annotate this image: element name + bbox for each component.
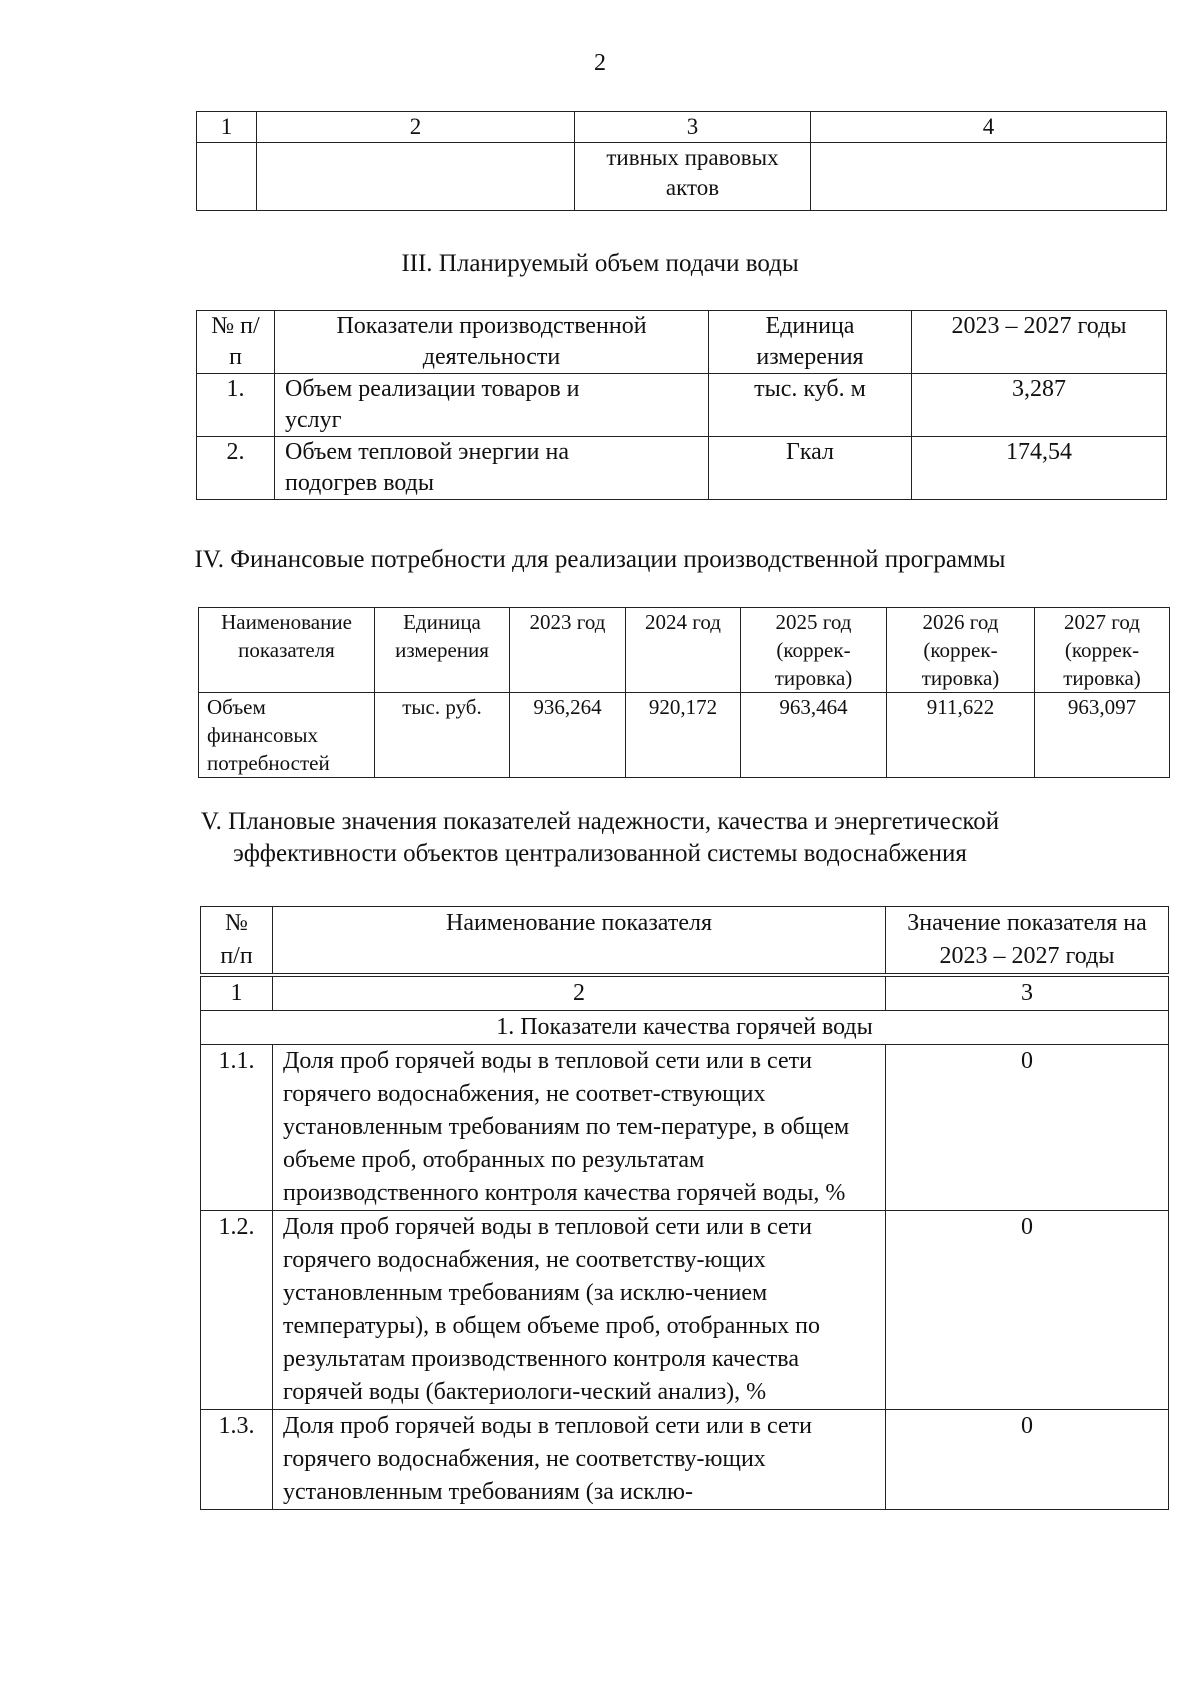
table-cell <box>811 143 1167 211</box>
table-cell <box>257 143 575 211</box>
numbering-row <box>201 975 1169 1011</box>
unit: Гкал <box>709 437 912 500</box>
header-cell: Наименование показателя <box>273 907 886 976</box>
table-header-row <box>201 907 1169 976</box>
column-number: 3 <box>575 112 811 143</box>
section-5-title-line2: эффективности объектов централизованной системы водоснабжения <box>233 840 967 867</box>
row-number: 1. <box>197 374 275 437</box>
table-row <box>199 693 1170 778</box>
header-cell: Значение показателя на 2023 – 2027 годы <box>886 907 1169 976</box>
water-supply-table <box>196 310 1166 500</box>
header-cell: Наименование показателя <box>199 608 375 693</box>
column-number: 3 <box>886 975 1169 1011</box>
header-cell: 2024 год <box>626 608 741 693</box>
header-cell: № п/п <box>201 907 273 976</box>
header-cell: 2025 год (коррек-тировка) <box>741 608 887 693</box>
indicator-name: Объем реализации товаров и услуг <box>275 374 709 437</box>
row-number: 1.3. <box>201 1410 273 1510</box>
table-cell: тивных правовых актов <box>575 143 811 211</box>
column-number: 4 <box>811 112 1167 143</box>
value-2024: 920,172 <box>626 693 741 778</box>
header-cell: Единица измерения <box>709 311 912 374</box>
indicator-name: Объем финансовых потребностей <box>199 693 375 778</box>
section-3-title: III. Планируемый объем подачи воды <box>401 250 799 277</box>
column-number: 1 <box>201 975 273 1011</box>
indicator-name: Доля проб горячей воды в тепловой сети или в сети горячего водоснабжения, не соответству-ющих установленным требованиям (за исклю- <box>273 1410 886 1510</box>
column-number: 2 <box>273 975 886 1011</box>
page-number: 2 <box>594 50 606 76</box>
section-5-title-line1: V. Плановые значения показателей надежности, качества и энергетической <box>200 808 1000 835</box>
header-cell: 2027 год (коррек-тировка) <box>1035 608 1170 693</box>
table-row <box>201 1211 1169 1410</box>
group-row <box>201 1011 1169 1045</box>
section-4-title: IV. Финансовые потребности для реализации производственной программы <box>194 546 1006 573</box>
header-cell: № п/п <box>197 311 275 374</box>
value: 0 <box>886 1211 1169 1410</box>
header-cell: Единица измерения <box>375 608 510 693</box>
table-header-row <box>199 608 1170 693</box>
table-row <box>197 374 1167 437</box>
table-header-row <box>197 311 1167 374</box>
header-cell: 2023 – 2027 годы <box>912 311 1167 374</box>
value-2027: 963,097 <box>1035 693 1170 778</box>
value: 3,287 <box>912 374 1167 437</box>
header-cell: 2026 год (коррек-тировка) <box>887 608 1035 693</box>
value: 174,54 <box>912 437 1167 500</box>
column-number: 2 <box>257 112 575 143</box>
table-row <box>201 1045 1169 1211</box>
financial-needs-table <box>198 607 1169 778</box>
unit: тыс. руб. <box>375 693 510 778</box>
row-number: 1.2. <box>201 1211 273 1410</box>
header-cell: 2023 год <box>510 608 626 693</box>
table-row <box>197 143 1167 211</box>
table-cell <box>197 143 257 211</box>
row-number: 1.1. <box>201 1045 273 1211</box>
value-2025: 963,464 <box>741 693 887 778</box>
indicator-name: Объем тепловой энергии на подогрев воды <box>275 437 709 500</box>
column-number: 1 <box>197 112 257 143</box>
indicator-name: Доля проб горячей воды в тепловой сети или в сети горячего водоснабжения, не соответству-ющих установленным требованиям (за исклю-чением температуры), в общем объеме проб, отобранных по результатам производственного контроля качества горячей воды (бактериологи-ческий анализ), % <box>273 1211 886 1410</box>
indicator-name: Доля проб горячей воды в тепловой сети или в сети горячего водоснабжения, не соответ-ствующих установленным требованиям по тем-пературе, в общем объеме проб, отобранных по результатам производственного контроля качества горячей воды, % <box>273 1045 886 1211</box>
value-2023: 936,264 <box>510 693 626 778</box>
table-row <box>197 437 1167 500</box>
value-2026: 911,622 <box>887 693 1035 778</box>
table-row <box>201 1410 1169 1510</box>
unit: тыс. куб. м <box>709 374 912 437</box>
value: 0 <box>886 1410 1169 1510</box>
reliability-indicators-table <box>200 906 1168 1510</box>
continuation-table <box>196 111 1166 211</box>
group-title: 1. Показатели качества горячей воды <box>201 1011 1169 1045</box>
row-number: 2. <box>197 437 275 500</box>
value: 0 <box>886 1045 1169 1211</box>
header-cell: Показатели производственной деятельности <box>275 311 709 374</box>
table-header-row <box>197 112 1167 143</box>
